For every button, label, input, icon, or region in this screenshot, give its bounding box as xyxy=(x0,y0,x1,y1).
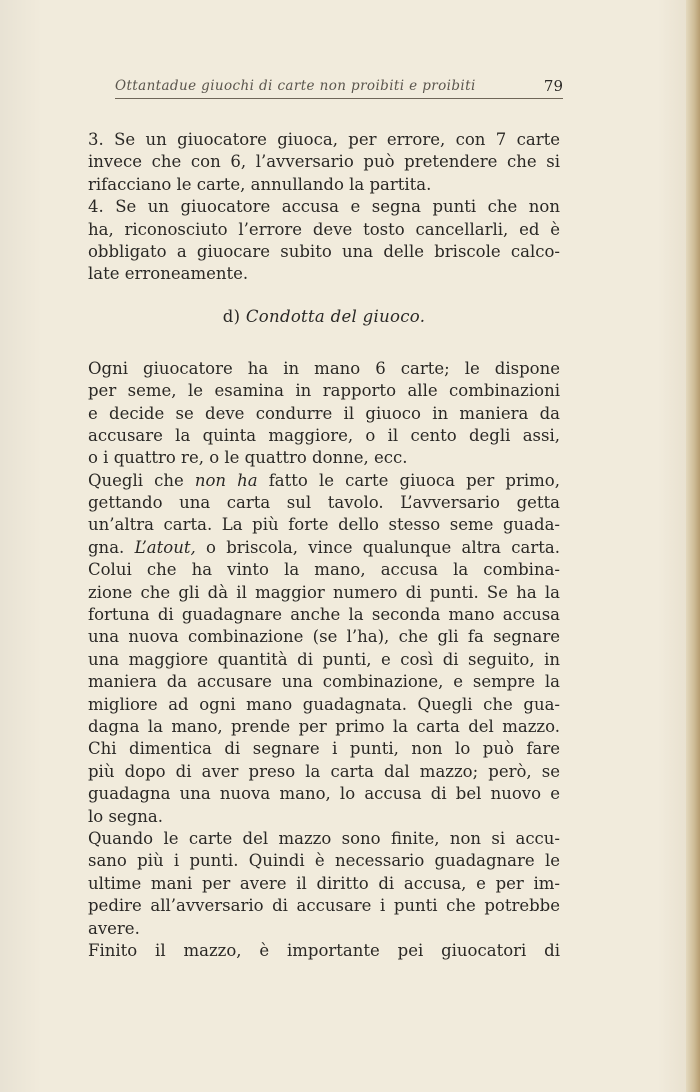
text-line xyxy=(88,470,560,492)
text-line: zione che gli dà il maggior numero di punti. Se ha la xyxy=(88,582,560,602)
text-line: o i quattro re, o le quattro donne, ecc. xyxy=(88,448,408,468)
text-line: Finito il mazzo, è importante pei giuocatori di xyxy=(88,940,560,960)
text-line: e decide se deve condurre il giuoco in maniera da xyxy=(88,403,560,423)
text-line: più dopo di aver preso la carta dal mazzo; però, se xyxy=(88,761,560,781)
text-line: un’altra carta. La più forte dello stesso seme guada- xyxy=(88,515,560,535)
text-line: 3. Se un giuocatore giuoca, per errore, con 7 carte xyxy=(88,130,560,149)
section-title: Condotta del giuoco. xyxy=(245,306,426,326)
text-run: fatto le carte giuoca per primo, xyxy=(257,470,560,490)
text-line: pedire all’avversario di accusare i punti che potrebbe xyxy=(88,896,560,916)
text-line: accusare la quinta maggiore, o il cento degli assi, xyxy=(88,425,560,445)
text-line: una maggiore quantità di punti, e così di seguito, in xyxy=(88,649,560,669)
emphasis: non ha xyxy=(194,470,258,490)
section-heading xyxy=(88,306,560,328)
text-line: Ogni giuocatore ha in mano 6 carte; le dispone xyxy=(88,358,560,378)
text-line: avere. xyxy=(88,918,140,938)
text-line: migliore ad ogni mano guadagnata. Quegli che gua- xyxy=(88,694,560,714)
text-line: ha, riconosciuto l’errore deve tosto cancellarli, ed è xyxy=(88,219,560,239)
text-line: Chi dimentica di segnare i punti, non lo può fare xyxy=(88,739,560,759)
text-line: fortuna di guadagnare anche la seconda mano accusa xyxy=(88,605,560,625)
text-run: o briscola, vince qualunque altra carta. xyxy=(195,537,560,557)
text-line: obbligato a giuocare subito una delle briscole calco- xyxy=(88,241,560,261)
text-run: Quegli che xyxy=(88,470,195,490)
emphasis: L’atout, xyxy=(134,537,196,557)
text-line: 4. Se un giuocatore accusa e segna punti che non xyxy=(88,197,560,217)
text-line: ultime mani per avere il diritto di accusa, e per im- xyxy=(88,873,560,893)
text-line: Colui che ha vinto la mano, accusa la combina- xyxy=(88,560,560,580)
text-line: gettando una carta sul tavolo. L’avversario getta xyxy=(88,493,560,513)
page-number: 79 xyxy=(543,77,563,95)
text-line: late erroneamente. xyxy=(88,264,249,284)
text-line: guadagna una nuova mano, lo accusa di bel nuovo e xyxy=(88,784,560,804)
text-run: gna. xyxy=(88,537,135,557)
text-line: una nuova combinazione (se l’ha), che gli fa segnare xyxy=(88,627,560,647)
text-line: dagna la mano, prende per primo la carta del mazzo. xyxy=(88,716,560,736)
text-line: invece che con 6, l’avversario può pretendere che si xyxy=(88,152,560,172)
page-edge xyxy=(686,0,700,1092)
text-line: Quando le carte del mazzo sono finite, non si accu- xyxy=(88,828,560,848)
text-line xyxy=(88,537,560,559)
page-header xyxy=(115,76,563,99)
text-line: lo segna. xyxy=(88,806,163,826)
text-line: rifacciano le carte, annullando la partita. xyxy=(88,174,432,194)
text-line: per seme, le esamina in rapporto alle combinazioni xyxy=(88,381,560,401)
text-line: sano più i punti. Quindi è necessario guadagnare le xyxy=(88,851,560,871)
body-text xyxy=(88,129,560,962)
section-label: d) xyxy=(222,306,241,326)
running-title: Ottantadue giuochi di carte non proibiti e proibiti xyxy=(115,78,476,94)
text-line: maniera da accusare una combinazione, e sempre la xyxy=(88,672,560,692)
